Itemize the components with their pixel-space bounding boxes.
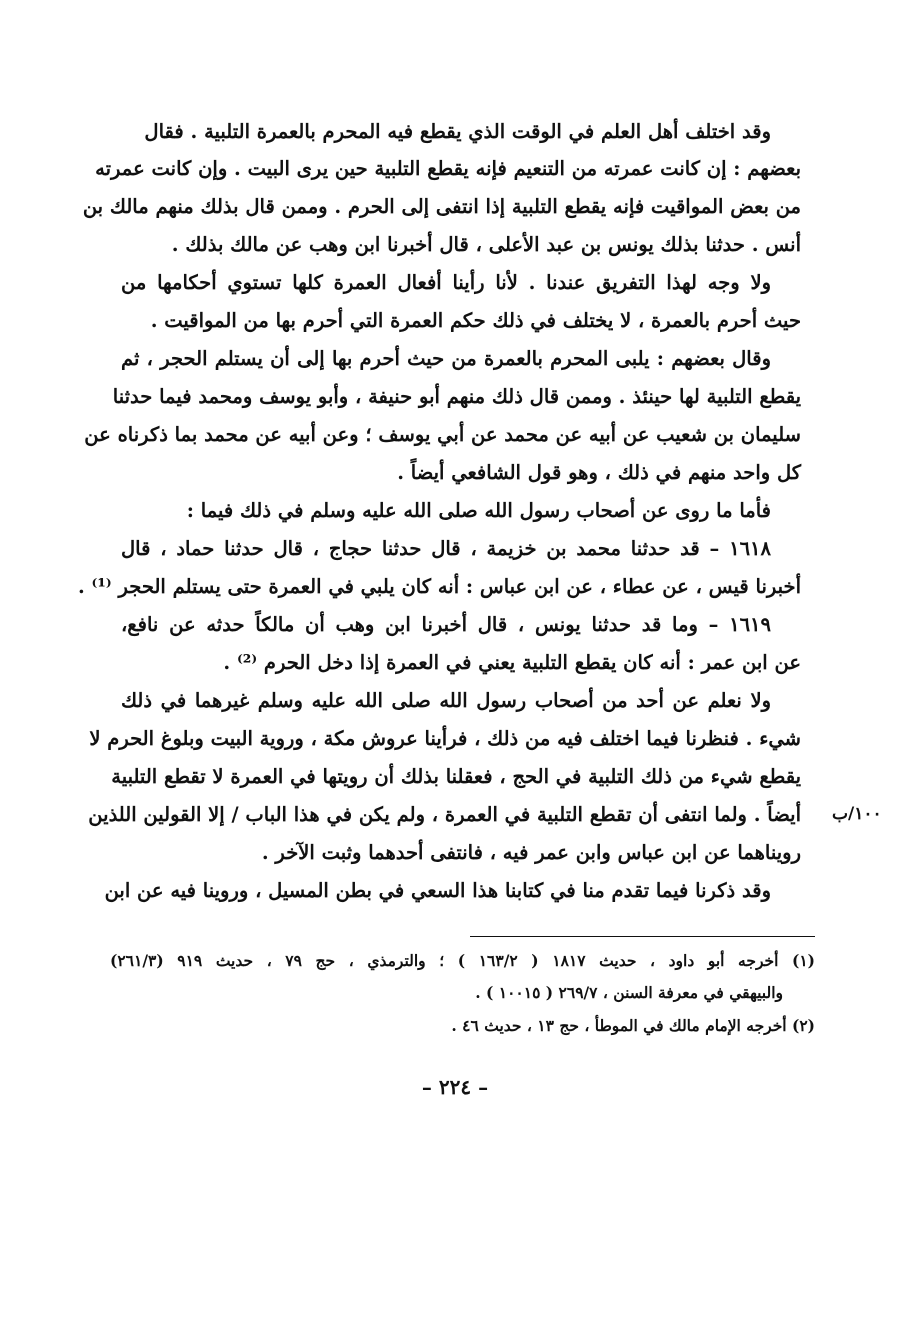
- p3-line-4: كل واحد منهم في ذلك ، وهو قول الشافعي أيضاً .: [397, 461, 801, 484]
- p1-line-1: وقد اختلف أهل العلم في الوقت الذي يقطع فيه المحرم بالعمرة التلبية . فقال: [144, 120, 771, 143]
- p2-line-1: ولا وجه لهذا التفريق عندنا . لأنا رأينا أفعال العمرة كلها تستوي أحكامها من: [121, 271, 771, 294]
- p5-line-1: ١٦١٨ – قد حدثنا محمد بن خزيمة ، قال حدثنا حجاج ، قال حدثنا حماد ، قال: [121, 537, 771, 560]
- footnote-1-line-1: (١) أخرجه أبو داود ، حديث ١٨١٧ ( ١٦٣/٢ ) ؛ والترمذي ، حج ٧٩ ، حديث ٩١٩ (٢٦١/٣): [110, 951, 815, 970]
- p7-line-1: ولا نعلم عن أحد من أصحاب رسول الله صلى الله عليه وسلم غيرهما في ذلك: [121, 689, 771, 712]
- p4-line-1: فأما ما روى عن أصحاب رسول الله صلى الله عليه وسلم في ذلك فيما :: [186, 499, 771, 522]
- p3-line-3: سليمان بن شعيب عن أبيه عن محمد عن أبي يوسف ؛ وعن أبيه عن محمد بما ذكرناه عن: [84, 423, 801, 446]
- footnote-1-line-2: والبيهقي في معرفة السنن ، ٢٦٩/٧ ( ١٠٠١٥ ) .: [475, 983, 783, 1002]
- p1-line-3: من بعض المواقيت فإنه يقطع التلبية إذا انتفى إلى الحرم . وممن قال بذلك منهم مالك بن: [82, 195, 801, 218]
- p6-line-1: ١٦١٩ – وما قد حدثنا يونس ، قال أخبرنا ابن وهب أن مالكاً حدثه عن نافع،: [121, 613, 771, 636]
- p3-line-1: وقال بعضهم : يلبى المحرم بالعمرة من حيث أحرم بها إلى أن يستلم الحجر ، ثم: [121, 347, 771, 370]
- p8-line-1: وقد ذكرنا فيما تقدم منا في كتابنا هذا السعي في بطن المسيل ، وروينا فيه عن ابن: [104, 879, 771, 902]
- p6-line-2: عن ابن عمر : أنه كان يقطع التلبية يعني في العمرة إذا دخل الحرم ⁽²⁾ .: [223, 651, 801, 674]
- footnote-2: (٢) أخرجه الإمام مالك في الموطأ ، حج ١٣ ، حديث ٤٦ .: [451, 1016, 815, 1035]
- margin-folio-note: ١٠٠/ب: [832, 804, 882, 824]
- page-number: – ٢٢٤ –: [421, 1075, 489, 1099]
- p1-line-2: بعضهم : إن كانت عمرته من التنعيم فإنه يقطع التلبية حين يرى البيت . وإن كانت عمرته: [95, 157, 801, 180]
- p3-line-2: يقطع التلبية لها حينئذ . وممن قال ذلك منهم أبو حنيفة ، وأبو يوسف ومحمد فيما حدثنا: [112, 385, 801, 408]
- p2-line-2: حيث أحرم بالعمرة ، لا يختلف في ذلك حكم العمرة التي أحرم بها من المواقيت .: [150, 309, 801, 332]
- p7-line-5: رويناهما عن ابن عباس وابن عمر فيه ، فانتفى أحدهما وثبت الآخر .: [261, 841, 801, 864]
- p7-line-3: يقطع شيء من ذلك التلبية في الحج ، فعقلنا بذلك أن رويتها في العمرة لا تقطع التلبية: [111, 765, 801, 788]
- p7-line-2: شيء . فنظرنا فيما اختلف فيه من ذلك ، فرأينا عروش مكة ، وروية البيت وبلوغ الحرم لا: [89, 727, 801, 750]
- p1-line-4: أنس . حدثنا بذلك يونس بن عبد الأعلى ، قال أخبرنا ابن وهب عن مالك بذلك .: [171, 233, 801, 256]
- p7-line-4: أيضاً . ولما انتفى أن تقطع التلبية في العمرة ، ولم يكن في هذا الباب / إلا القولين اللذين: [88, 803, 801, 826]
- p5-line-2: أخبرنا قيس ، عن عطاء ، عن ابن عباس : أنه كان يلبي في العمرة حتى يستلم الحجر ⁽¹⁾ .: [77, 575, 801, 598]
- footnote-rule: [470, 936, 815, 937]
